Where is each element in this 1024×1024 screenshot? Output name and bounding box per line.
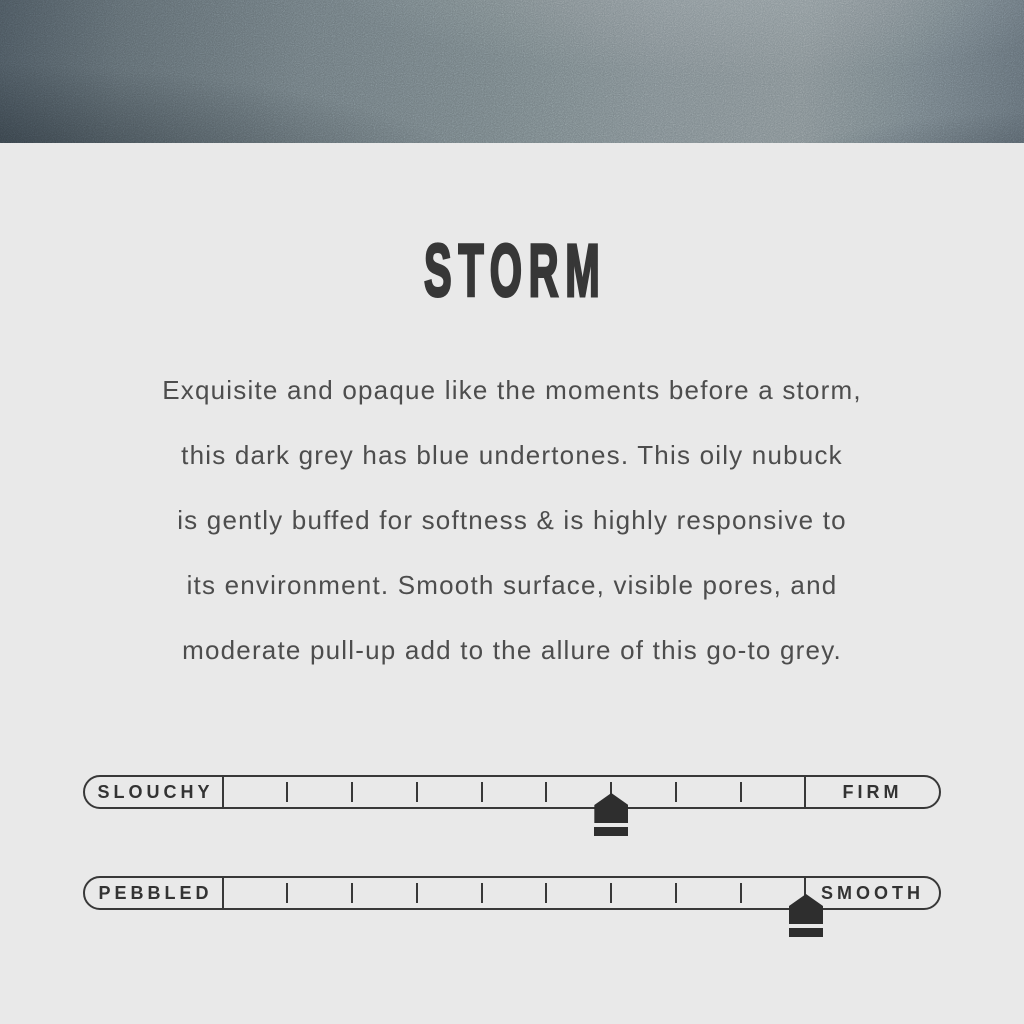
scale-tick — [286, 883, 288, 903]
scale-tick — [286, 782, 288, 802]
leather-texture-banner — [0, 0, 1024, 143]
scale-tick — [416, 782, 418, 802]
scale-tick — [351, 782, 353, 802]
scale-tick — [545, 883, 547, 903]
scale-tick — [740, 883, 742, 903]
texture-scale — [83, 876, 941, 910]
scale-tick — [416, 883, 418, 903]
description-line: this dark grey has blue undertones. This oily nubuck — [181, 440, 843, 470]
description-line: its environment. Smooth surface, visible pores, and — [186, 570, 838, 600]
scale-tick — [545, 782, 547, 802]
description-line: is gently buffed for softness & is highly responsive to — [177, 505, 847, 535]
scale-tick — [675, 883, 677, 903]
scale-right-label: FIRM — [842, 781, 903, 802]
scale-tick — [675, 782, 677, 802]
scale-track — [222, 775, 806, 809]
description-line: Exquisite and opaque like the moments before a storm, — [162, 375, 862, 405]
color-name-heading: STORM — [424, 228, 607, 312]
scale-tick — [481, 782, 483, 802]
firmness-scale — [83, 775, 941, 809]
description-line: moderate pull-up add to the allure of this go-to grey. — [182, 635, 842, 665]
page-title — [0, 228, 1024, 312]
color-description — [0, 358, 1024, 683]
scale-left-label: SLOUCHY — [97, 781, 214, 802]
scale-tick — [740, 782, 742, 802]
scale-tick — [610, 883, 612, 903]
scale-tick — [351, 883, 353, 903]
scale-left-label: PEBBLED — [98, 882, 213, 903]
position-marker-icon — [594, 793, 628, 836]
scale-right-label: SMOOTH — [821, 882, 924, 903]
scale-tick — [481, 883, 483, 903]
scale-track — [222, 876, 806, 910]
leather-grain-texture — [0, 0, 1024, 143]
position-marker-icon — [789, 894, 823, 937]
